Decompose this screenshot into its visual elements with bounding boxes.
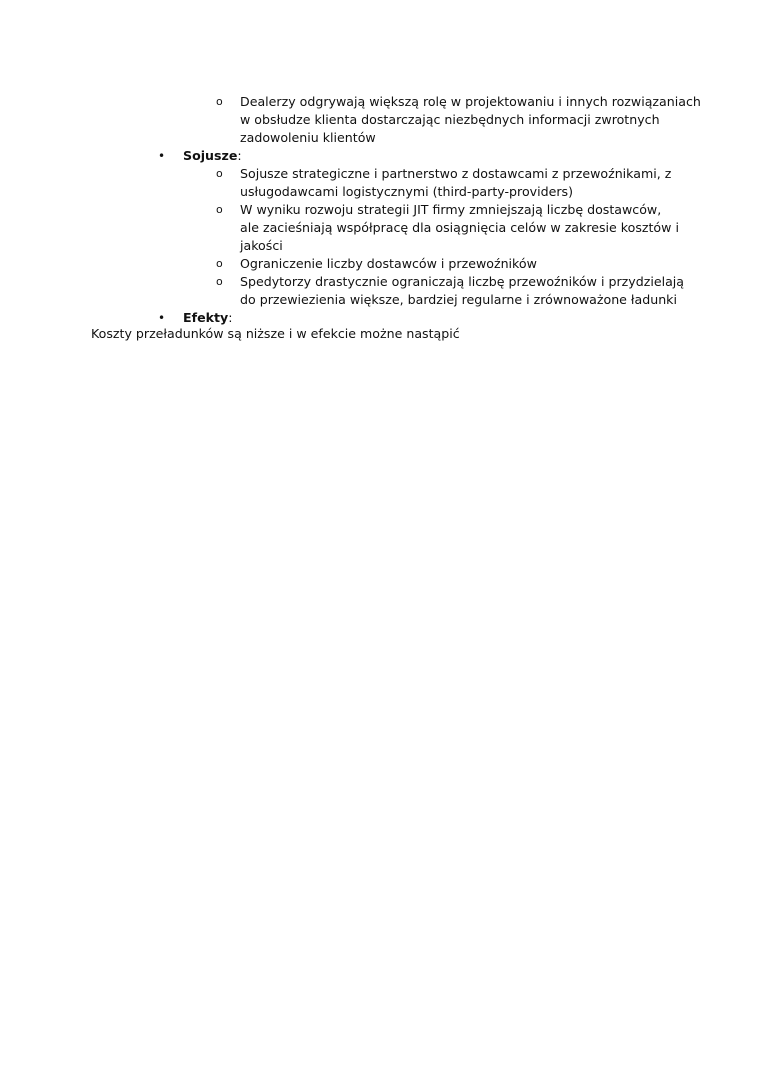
list-item-line: Spedytorzy drastycznie ograniczają liczbę przewoźników i przydzielają [240, 274, 685, 289]
list-item-line: W wyniku rozwoju strategii JIT firmy zmniejszają liczbę dostawców, [240, 202, 662, 217]
sub-bullet-marker: o [216, 275, 223, 288]
bullet-marker: • [158, 311, 166, 325]
heading-text: Sojusze [183, 148, 238, 163]
section-heading-sojusze [183, 147, 242, 165]
heading-colon: : [228, 310, 233, 325]
heading-text: Efekty [183, 310, 229, 325]
list-item-line: Ograniczenie liczby dostawców i przewoźników [240, 256, 537, 271]
sub-bullet-marker: o [216, 257, 223, 270]
list-item-line: Sojusze strategiczne i partnerstwo z dostawcami z przewoźnikami, z [240, 166, 672, 181]
heading-colon: : [237, 148, 242, 163]
list-item-line: zadowoleniu klientów [240, 130, 376, 145]
list-item-line: do przewiezienia większe, bardziej regularne i zrównoważone ładunki [240, 292, 677, 307]
list-item-line: usługodawcami logistycznymi (third-party-providers) [240, 184, 573, 199]
list-item-line: ale zacieśniają współpracę dla osiągnięcia celów w zakresie kosztów i [240, 220, 679, 235]
sub-bullet-marker: o [216, 95, 223, 108]
body-paragraph: Koszty przeładunków są niższe i w efekcie możne nastąpić [91, 326, 460, 341]
list-item-line: w obsłudze klienta dostarczając niezbędnych informacji zwrotnych [240, 112, 660, 127]
list-item-line: jakości [240, 238, 283, 253]
sub-bullet-marker: o [216, 203, 223, 216]
sub-bullet-marker: o [216, 167, 223, 180]
bullet-marker: • [158, 149, 166, 163]
list-item-line: Dealerzy odgrywają większą rolę w projektowaniu i innych rozwiązaniach [240, 94, 701, 109]
